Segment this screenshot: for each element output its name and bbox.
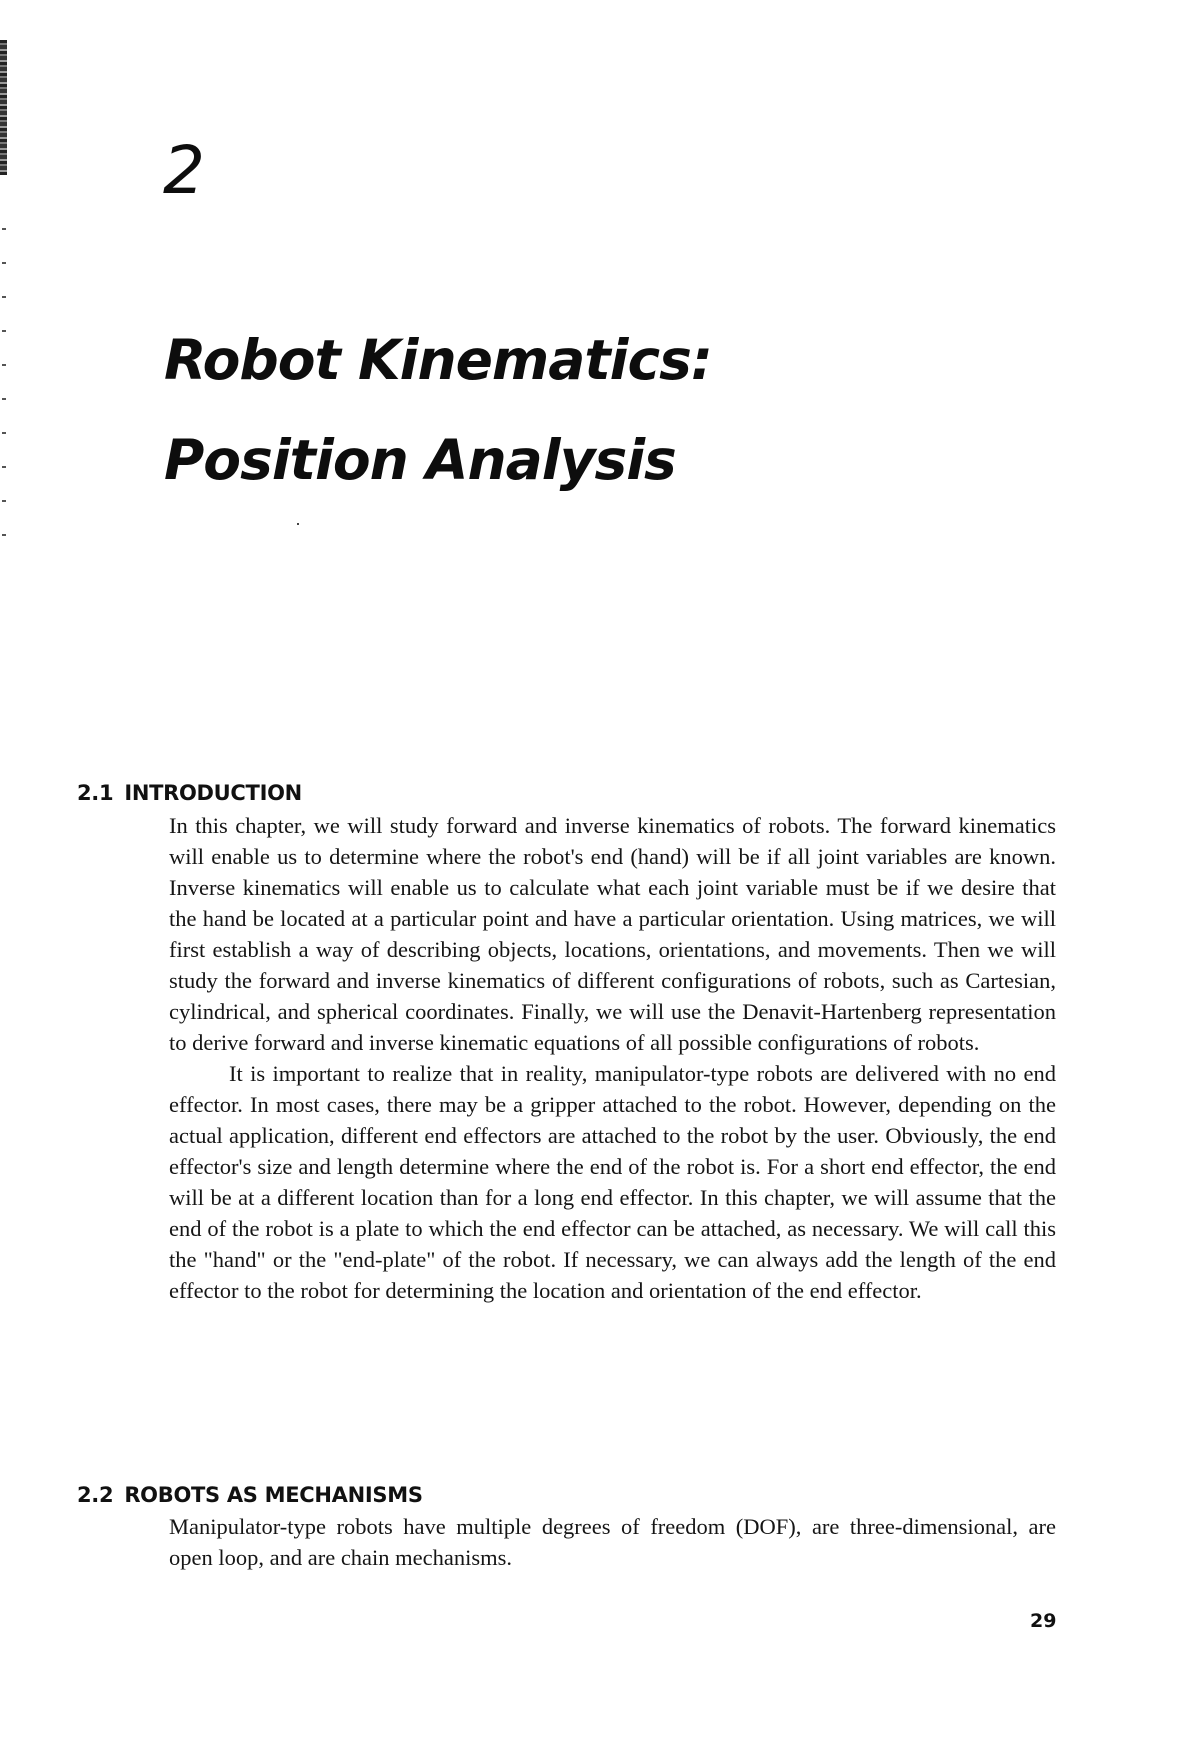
- section-number: 2.2: [77, 1483, 114, 1507]
- chapter-title-line-2: Position Analysis: [164, 428, 676, 492]
- section-number: 2.1: [77, 781, 114, 805]
- scan-speck: [297, 523, 299, 525]
- chapter-number: 2: [163, 132, 205, 209]
- chapter-title: [164, 310, 712, 510]
- section-heading-introduction: [77, 780, 302, 806]
- introduction-body: [169, 810, 1056, 1306]
- chapter-title-line-1: Robot Kinematics:: [164, 328, 712, 392]
- section-heading-robots-as-mechanisms: [77, 1482, 423, 1508]
- paragraph: In this chapter, we will study forward and inverse kinematics of robots. The forward kinematics will enable us to determine where the robot's end (hand) will be if all joint variables are known. Inverse kinematics will enable us to calculate what each joint variable must be if we desire that the hand be located at a particular point and have a particular orientation. Using matrices, we will first establish a way of describing objects, locations, orientations, and movements. Then we will study the forward and inverse kinematics of different configurations of robots, such as Cartesian, cylindrical, and spherical coordinates. Finally, we will use the Denavit-Hartenberg representation to derive forward and inverse kinematic equations of all possible configurations of robots.: [169, 813, 1056, 1055]
- paragraph: It is important to realize that in reality, manipulator-type robots are delivered with no end effector. In most cases, there may be a gripper attached to the robot. However, depending on the actual application, different end effectors are attached to the robot by the user. Obviously, the end effector's size and length determine where the end of the robot is. For a short end effector, the end will be at a different location than for a long end effector. In this chapter, we will assume that the end of the robot is a plate to which the end effector can be attached, as necessary. We will call this the "hand" or the "end-plate" of the robot. If necessary, we can always add the length of the end effector to the robot for determining the location and orientation of the end effector.: [169, 1061, 1056, 1303]
- section-title: ROBOTS AS MECHANISMS: [124, 1483, 423, 1507]
- robots-as-mechanisms-body: [169, 1511, 1056, 1573]
- scan-edge-artifact: [0, 40, 7, 175]
- scan-edge-dots: [2, 210, 6, 550]
- section-title: INTRODUCTION: [124, 781, 302, 805]
- page-number: 29: [1030, 1610, 1057, 1632]
- paragraph: Manipulator-type robots have multiple degrees of freedom (DOF), are three-dimensional, are open loop, and are chain mechanisms.: [169, 1514, 1056, 1570]
